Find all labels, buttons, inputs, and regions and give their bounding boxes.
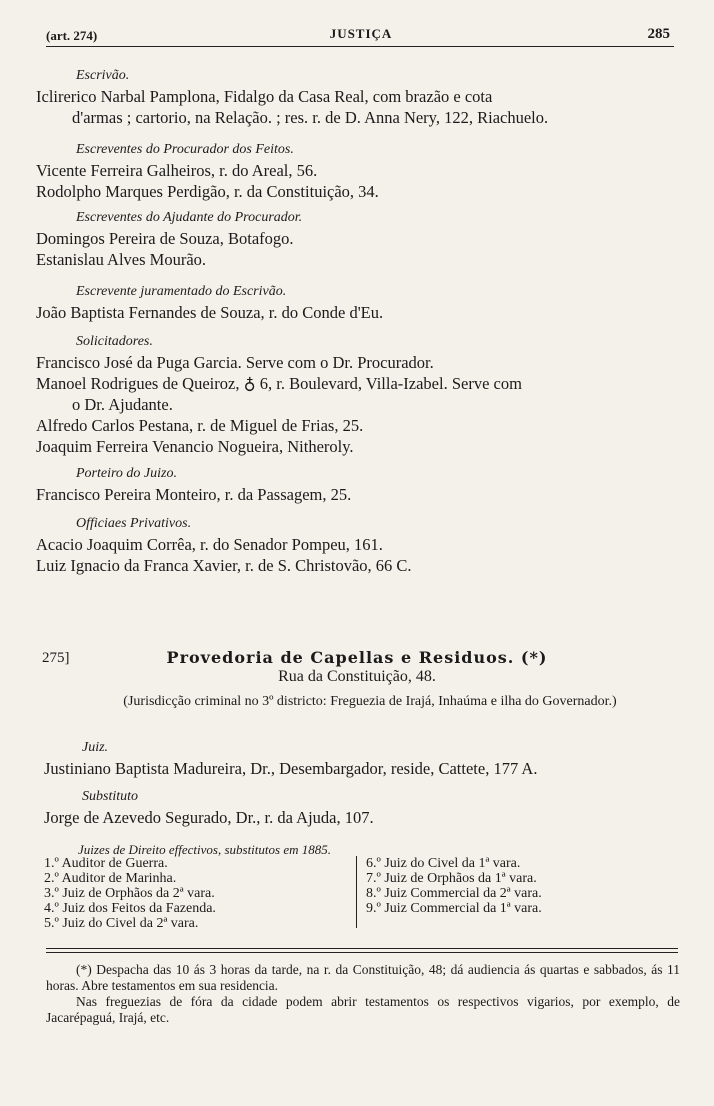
- section-title: Provedoria de Capellas e Residuos. (*): [166, 648, 548, 667]
- section-caption: Escrevente juramentado do Escrivão.: [76, 284, 287, 299]
- section-porteiro: [0, 464, 714, 505]
- entry-line: d'armas ; cartorio, na Relação. ; res. r. de D. Anna Nery, 122, Riachuelo.: [72, 108, 549, 127]
- entry-line: Jorge de Azevedo Segurado, Dr., r. da Ajuda, 107.: [44, 808, 374, 827]
- header-article-ref: (art. 274): [46, 28, 98, 43]
- entry-line: Estanislau Alves Mourão.: [36, 250, 207, 269]
- entry-line: Joaquim Ferreira Venancio Nogueira, Nitheroly.: [36, 437, 354, 456]
- section-caption: Juiz.: [82, 740, 109, 755]
- section-caption: Solicitadores.: [76, 334, 153, 349]
- section-escreventes-ajudante: [0, 208, 714, 270]
- footnote: [46, 962, 680, 1026]
- section-caption: Escrivão.: [76, 68, 130, 83]
- entry-line: Iclirerico Narbal Pamplona, Fidalgo da Casa Real, com brazão e cota: [36, 87, 493, 106]
- section-number: 275]: [42, 650, 70, 666]
- list-item: 2.º Auditor de Marinha.: [44, 871, 177, 886]
- header-title: JUSTIÇA: [329, 26, 393, 41]
- section-escreventes-procurador: [0, 140, 714, 202]
- page-number: 285: [647, 26, 670, 42]
- column-divider: [356, 856, 357, 928]
- list-item: 3.º Juiz de Orphãos da 2ª vara.: [44, 886, 215, 901]
- running-header: [46, 26, 676, 46]
- list-item: 6.º Juiz do Civel da 1ª vara.: [366, 856, 521, 871]
- footnote-rule: [46, 948, 678, 949]
- section-solicitadores: [0, 332, 714, 457]
- footnote-paragraph: Nas freguezias de fóra da cidade podem abrir testamentos os respectivos vigarios, por exemplo, de Jacarépaguá, Irajá, etc.: [46, 994, 680, 1025]
- jurisdiction-note: (Jurisdicção criminal no 3º districto: Freguezia de Irajá, Inhaúma e ilha do Governador.): [123, 694, 617, 709]
- entry-line: Manoel Rodrigues de Queiroz, ♁ 6, r. Boulevard, Villa-Izabel. Serve com: [36, 374, 522, 393]
- list-item: 9.º Juiz Commercial da 1ª vara.: [366, 901, 542, 916]
- section-caption: Escreventes do Procurador dos Feitos.: [76, 142, 294, 157]
- entry-line: Francisco Pereira Monteiro, r. da Passagem, 25.: [36, 485, 352, 504]
- section-escrivao: [0, 66, 714, 128]
- section-address: Rua da Constituição, 48.: [278, 668, 436, 685]
- section-caption: Escreventes do Ajudante do Procurador.: [76, 210, 303, 225]
- section-caption: Substituto: [82, 789, 139, 804]
- entry-line: Vicente Ferreira Galheiros, r. do Areal, 56.: [36, 161, 318, 180]
- juizes-caption: Juizes de Direito effectivos, substitutos em 1885.: [78, 842, 331, 857]
- list-item: 7.º Juiz de Orphãos da 1ª vara.: [366, 871, 537, 886]
- entry-line: o Dr. Ajudante.: [72, 395, 173, 414]
- list-item: 4.º Juiz dos Feitos da Fazenda.: [44, 901, 216, 916]
- entry-line: Alfredo Carlos Pestana, r. de Miguel de Frias, 25.: [36, 416, 364, 435]
- entry-line: Luiz Ignacio da Franca Xavier, r. de S. Christovão, 66 C.: [36, 556, 412, 575]
- juizes-right-column: [366, 856, 542, 916]
- section-caption: Porteiro do Juizo.: [76, 466, 177, 481]
- list-item: 5.º Juiz do Civel da 2ª vara.: [44, 916, 199, 931]
- entry-line: João Baptista Fernandes de Souza, r. do Conde d'Eu.: [36, 303, 384, 322]
- entry-line: Rodolpho Marques Perdigão, r. da Constituição, 34.: [36, 182, 379, 201]
- section-juiz: [0, 738, 714, 828]
- header-rule: [46, 46, 674, 47]
- entry-line: Acacio Joaquim Corrêa, r. do Senador Pompeu, 161.: [36, 535, 383, 554]
- juizes-left-column: [44, 856, 216, 931]
- footnote-rule: [46, 952, 678, 953]
- list-item: 8.º Juiz Commercial da 2ª vara.: [366, 886, 542, 901]
- footnote-paragraph: (*) Despacha das 10 ás 3 horas da tarde, na r. da Constituição, 48; dá audiencia ás quartas e sabbados, ás 11 horas. Abre testamentos em sua residencia.: [46, 962, 680, 993]
- entry-line: Francisco José da Puga Garcia. Serve com o Dr. Procurador.: [36, 353, 434, 372]
- section-escrevente-juramentado: [0, 282, 714, 323]
- list-item: 1.º Auditor de Guerra.: [44, 856, 168, 871]
- entry-line: Domingos Pereira de Souza, Botafogo.: [36, 229, 294, 248]
- entry-line: Justiniano Baptista Madureira, Dr., Desembargador, reside, Cattete, 177 A.: [44, 759, 538, 778]
- section-caption: Officiaes Privativos.: [76, 516, 192, 531]
- section-officiaes: [0, 514, 714, 576]
